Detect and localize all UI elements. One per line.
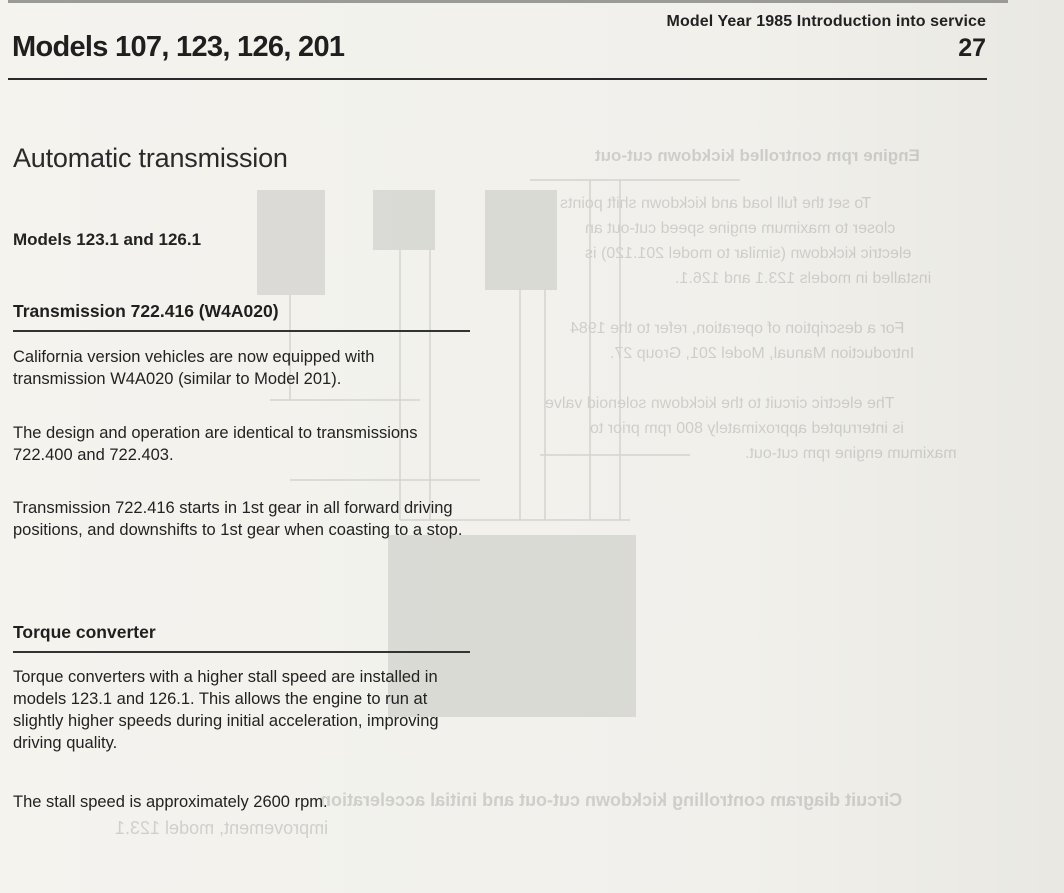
show-through-line: installed in models 123.1 and 126.1. bbox=[675, 270, 932, 287]
models-subheading: Models 123.1 and 126.1 bbox=[13, 230, 202, 249]
header-divider bbox=[8, 78, 987, 80]
show-through-heading: Engine rpm controlled kickdown cut-out bbox=[595, 146, 920, 165]
show-through-line: maximum engine rpm cut-out. bbox=[745, 445, 957, 462]
section-divider bbox=[13, 330, 470, 332]
paragraph: Transmission 722.416 starts in 1st gear in all forward driving positions, and downshifts to 1st gear when coasting to a stop. bbox=[13, 499, 463, 539]
show-through-line: electric kickdown (similar to model 201.120) is bbox=[585, 245, 912, 262]
show-through-line: Introduction Manual, Model 201, Group 27. bbox=[610, 345, 915, 362]
models-header: Models 107, 123, 126, 201 bbox=[12, 31, 345, 63]
section-title-torque-converter: Torque converter bbox=[13, 622, 156, 642]
page-number: 27 bbox=[958, 34, 986, 62]
paragraph: The design and operation are identical to transmissions 722.400 and 722.403. bbox=[13, 424, 418, 464]
paragraph: The stall speed is approximately 2600 rpm. bbox=[13, 793, 328, 811]
section-title-transmission: Transmission 722.416 (W4A020) bbox=[13, 301, 279, 321]
show-through-line: To set the full load and kickdown shift points bbox=[560, 195, 872, 212]
paragraph: Torque converters with a higher stall speed are installed in models 123.1 and 126.1. This allows the engine to run at slightly higher speeds during initial acceleration, improving driving quality. bbox=[13, 668, 439, 752]
model-year-header: Model Year 1985 Introduction into service bbox=[666, 13, 986, 30]
show-through-line: For a description of operation, refer to the 1984 bbox=[570, 320, 905, 337]
show-through-line: closer to maximum engine speed cut-out an bbox=[585, 220, 896, 237]
page-title: Automatic transmission bbox=[13, 143, 288, 173]
show-through-line: is interrupted approximately 800 rpm prior to bbox=[590, 420, 904, 437]
show-through-line: The electric circuit to the kickdown solenoid valve bbox=[545, 395, 895, 412]
show-through-caption: Circuit diagram controlling kickdown cut-out and initial acceleration bbox=[320, 790, 903, 810]
paragraph: California version vehicles are now equipped with transmission W4A020 (similar to Model 201). bbox=[13, 348, 375, 388]
top-edge-line bbox=[8, 0, 1008, 3]
section-divider bbox=[13, 651, 470, 653]
show-through-caption: improvement, model 123.1 bbox=[115, 818, 329, 838]
